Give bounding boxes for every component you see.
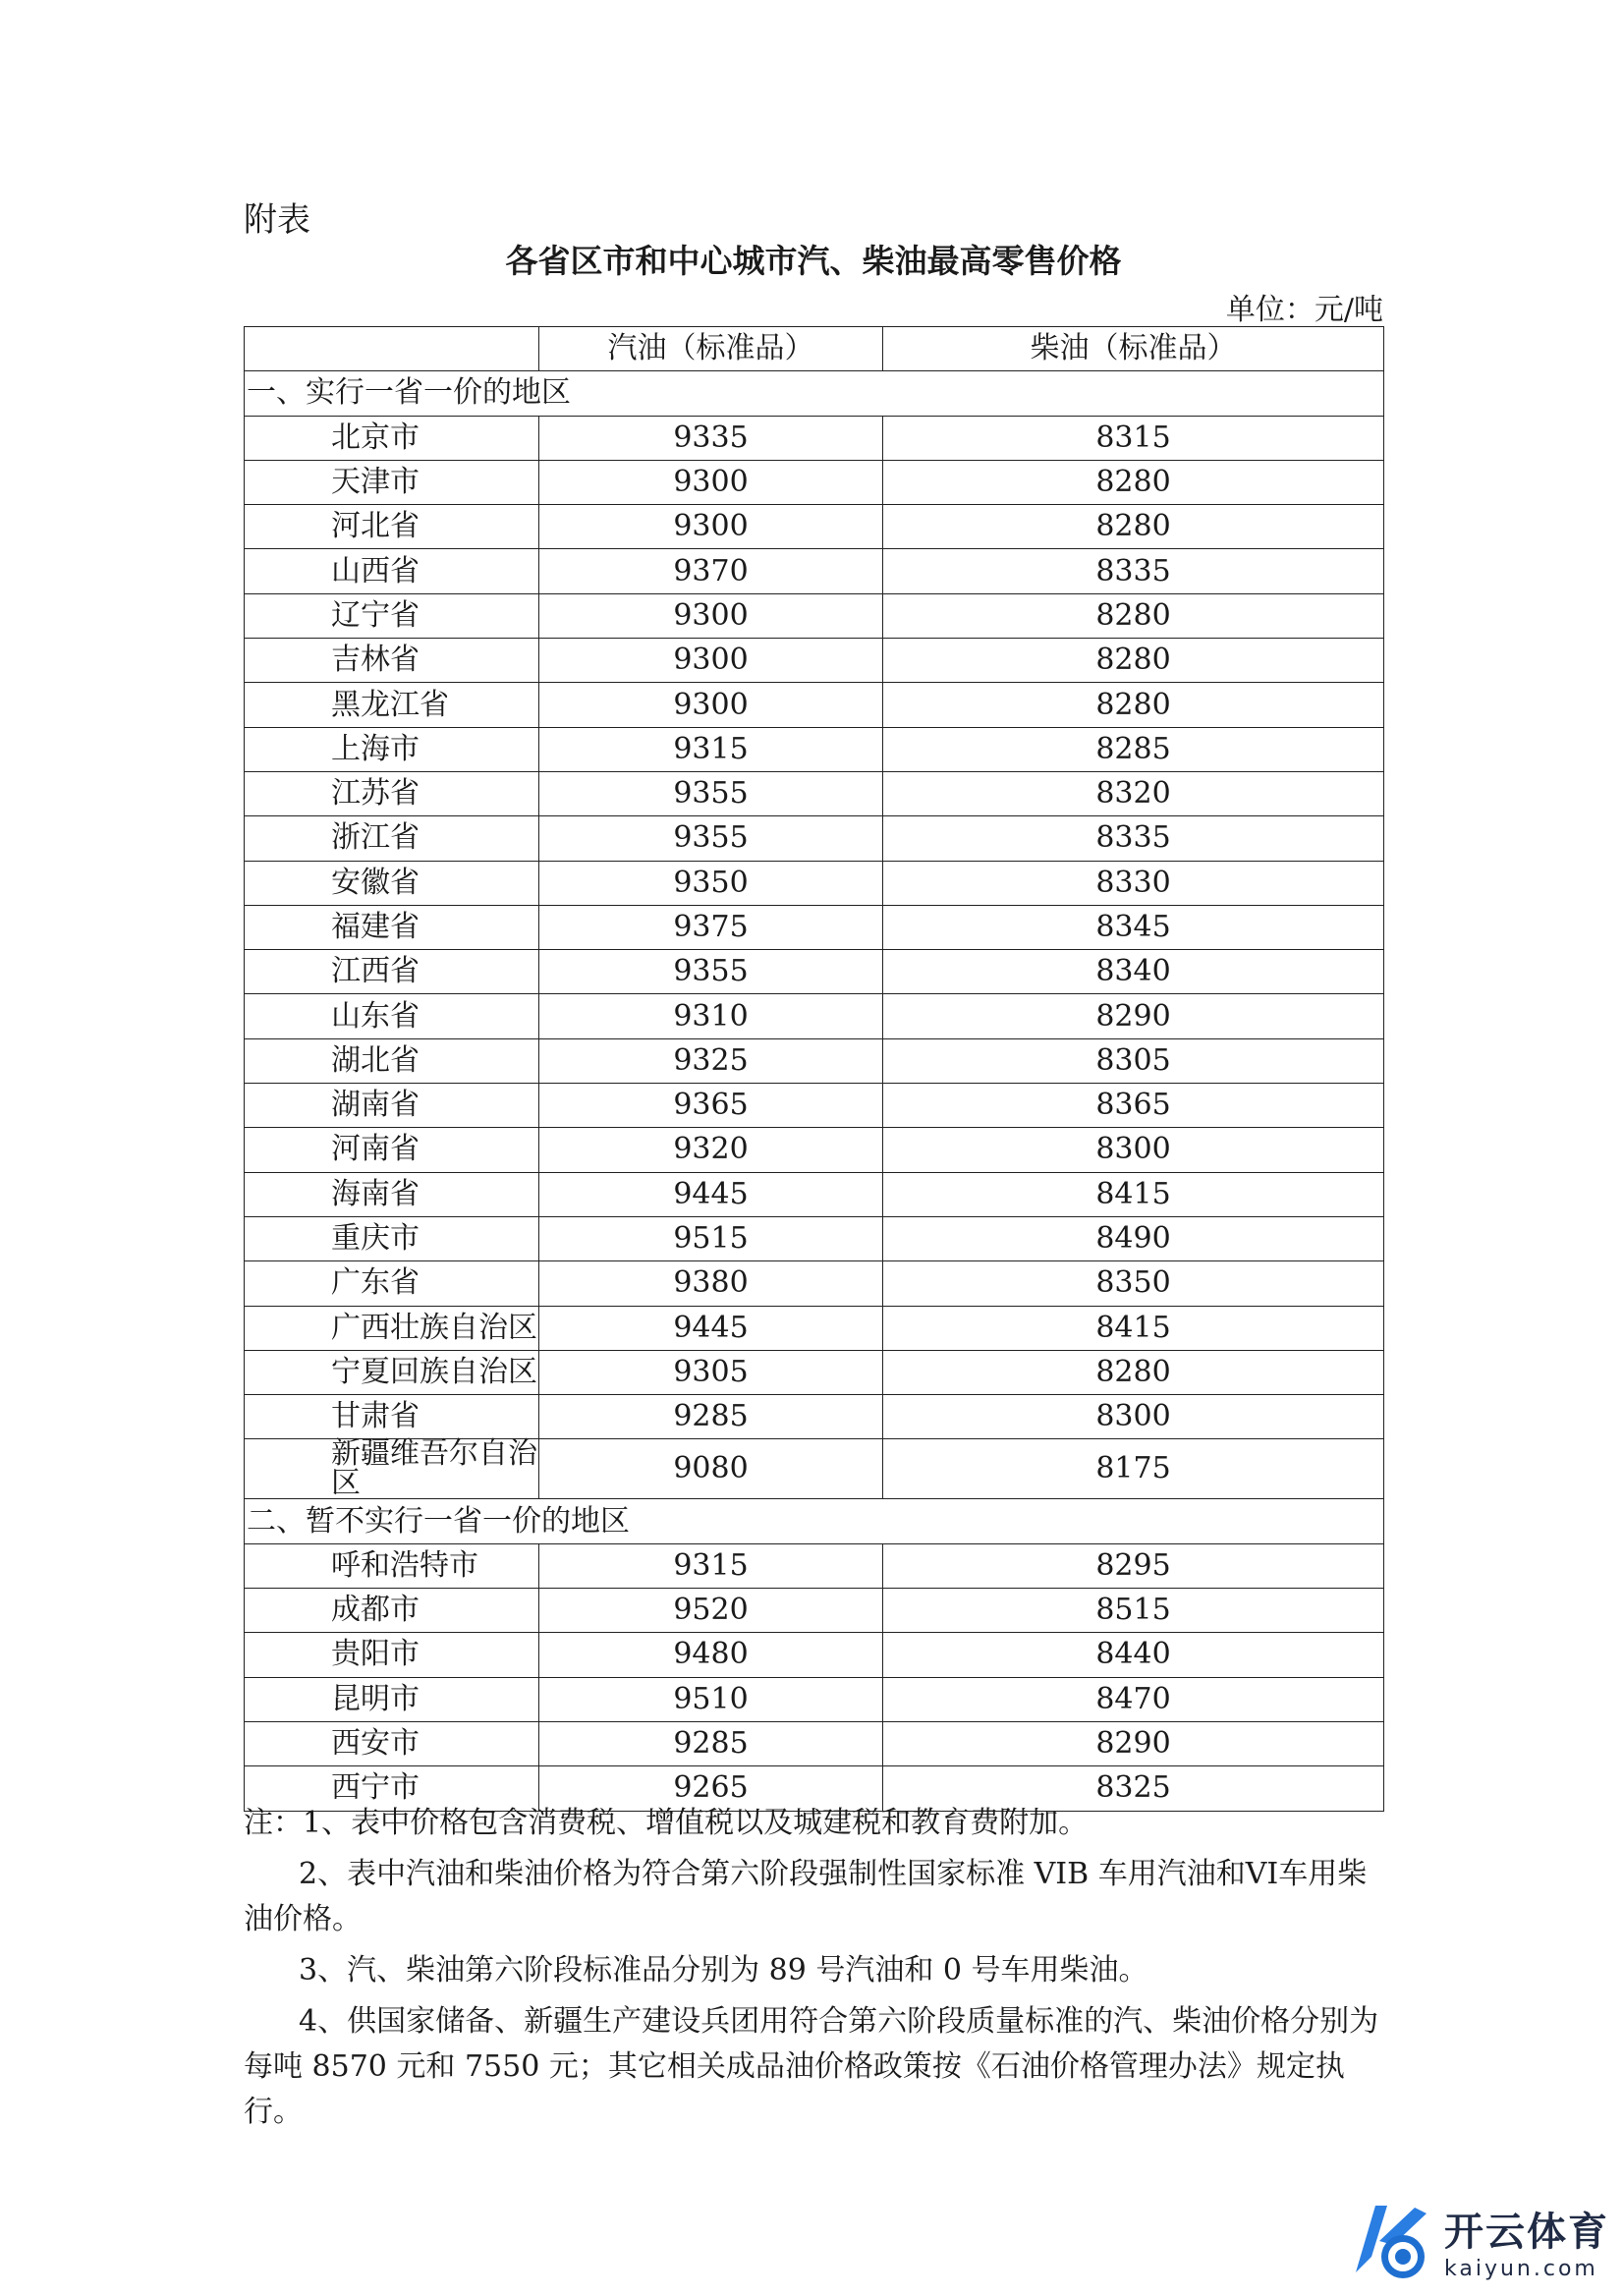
- region-name: 西安市: [245, 1721, 539, 1765]
- region-name: 成都市: [245, 1589, 539, 1633]
- region-name: 河北省: [245, 505, 539, 549]
- diesel-price: 8175: [883, 1439, 1384, 1499]
- gasoline-price: 9265: [539, 1766, 883, 1811]
- table-row: [245, 950, 1384, 994]
- region-name: 天津市: [245, 460, 539, 504]
- gasoline-price: 9315: [539, 727, 883, 771]
- gasoline-price: 9380: [539, 1261, 883, 1306]
- diesel-price: 8440: [883, 1633, 1384, 1677]
- region-name: 上海市: [245, 727, 539, 771]
- table-row: [245, 1395, 1384, 1439]
- table-header-row: [245, 327, 1384, 371]
- note-2: 2、表中汽油和柴油价格为符合第六阶段强制性国家标准 VIB 车用汽油和VI车用柴油价格。: [244, 1857, 1368, 1936]
- table-row: [245, 1677, 1384, 1721]
- diesel-price: 8300: [883, 1395, 1384, 1439]
- diesel-price: 8280: [883, 639, 1384, 683]
- table-row: [245, 1350, 1384, 1394]
- gasoline-price: 9300: [539, 683, 883, 727]
- region-name: 昆明市: [245, 1677, 539, 1721]
- gasoline-price: 9355: [539, 950, 883, 994]
- region-name: 北京市: [245, 416, 539, 460]
- region-name: 江西省: [245, 950, 539, 994]
- region-name: 湖南省: [245, 1084, 539, 1128]
- gasoline-price: 9355: [539, 771, 883, 815]
- table-row: [245, 1038, 1384, 1083]
- diesel-price: 8350: [883, 1261, 1384, 1306]
- table-row: [245, 1543, 1384, 1588]
- diesel-price: 8290: [883, 994, 1384, 1038]
- table-row: [245, 1128, 1384, 1172]
- table-row: [245, 905, 1384, 949]
- diesel-price: 8490: [883, 1216, 1384, 1260]
- gasoline-price: 9080: [539, 1439, 883, 1499]
- diesel-price: 8280: [883, 683, 1384, 727]
- region-name: 河南省: [245, 1128, 539, 1172]
- region-name: 安徽省: [245, 861, 539, 905]
- region-name: 宁夏回族自治区: [245, 1350, 539, 1394]
- gasoline-price: 9480: [539, 1633, 883, 1677]
- diesel-price: 8470: [883, 1677, 1384, 1721]
- diesel-price: 8280: [883, 460, 1384, 504]
- region-name: 辽宁省: [245, 593, 539, 638]
- region-name: 湖北省: [245, 1038, 539, 1083]
- table-row: [245, 1084, 1384, 1128]
- table-row: [245, 1439, 1384, 1499]
- table-row: [245, 639, 1384, 683]
- diesel-price: 8300: [883, 1128, 1384, 1172]
- table-row: [245, 1633, 1384, 1677]
- header-gasoline: 汽油（标准品）: [539, 327, 883, 371]
- logo-icon: [1346, 2196, 1436, 2286]
- region-name: 广东省: [245, 1261, 539, 1306]
- region-name: 福建省: [245, 905, 539, 949]
- table-row: [245, 1589, 1384, 1633]
- gasoline-price: 9325: [539, 1038, 883, 1083]
- table-row: [245, 1306, 1384, 1350]
- gasoline-price: 9375: [539, 905, 883, 949]
- table-row: [245, 505, 1384, 549]
- gasoline-price: 9370: [539, 549, 883, 593]
- table-row: [245, 549, 1384, 593]
- region-name: 西宁市: [245, 1766, 539, 1811]
- note-3: 3、汽、柴油第六阶段标准品分别为 89 号汽油和 0 号车用柴油。: [299, 1953, 1148, 1988]
- region-name: 新疆维吾尔自治区: [245, 1439, 539, 1499]
- table-row: [245, 994, 1384, 1038]
- region-name: 山东省: [245, 994, 539, 1038]
- table-row: [245, 727, 1384, 771]
- section-label: 一、实行一省一价的地区: [245, 371, 1384, 416]
- diesel-price: 8315: [883, 416, 1384, 460]
- gasoline-price: 9300: [539, 460, 883, 504]
- diesel-price: 8295: [883, 1543, 1384, 1588]
- region-name: 贵阳市: [245, 1633, 539, 1677]
- note-4: 4、供国家储备、新疆生产建设兵团用符合第六阶段质量标准的汽、柴油价格分别为每吨 8570 元和 7550 元；其它相关成品油价格政策按《石油价格管理办法》规定执行。: [244, 2004, 1379, 2129]
- gasoline-price: 9335: [539, 416, 883, 460]
- region-name: 广西壮族自治区: [245, 1306, 539, 1350]
- region-name: 黑龙江省: [245, 683, 539, 727]
- table-row: [245, 816, 1384, 861]
- unit-label: 单位：元/吨: [1225, 293, 1383, 327]
- table-row: [245, 771, 1384, 815]
- region-name: 浙江省: [245, 816, 539, 861]
- gasoline-price: 9365: [539, 1084, 883, 1128]
- table-row: [245, 1216, 1384, 1260]
- region-name: 山西省: [245, 549, 539, 593]
- diesel-price: 8325: [883, 1766, 1384, 1811]
- diesel-price: 8320: [883, 771, 1384, 815]
- section-row-1: [245, 371, 1384, 416]
- gasoline-price: 9310: [539, 994, 883, 1038]
- price-table: [244, 326, 1384, 1812]
- region-name: 呼和浩特市: [245, 1543, 539, 1588]
- table-row: [245, 683, 1384, 727]
- region-name: 海南省: [245, 1172, 539, 1216]
- gasoline-price: 9515: [539, 1216, 883, 1260]
- price-table-body: [245, 327, 1384, 1812]
- header-diesel: 柴油（标准品）: [883, 327, 1384, 371]
- table-row: [245, 1261, 1384, 1306]
- diesel-price: 8280: [883, 505, 1384, 549]
- notes: [244, 1801, 1383, 2141]
- diesel-price: 8280: [883, 1350, 1384, 1394]
- note-1: 注：1、表中价格包含消费税、增值税以及城建税和教育费附加。: [244, 1806, 1089, 1840]
- diesel-price: 8365: [883, 1084, 1384, 1128]
- table-row: [245, 593, 1384, 638]
- gasoline-price: 9510: [539, 1677, 883, 1721]
- gasoline-price: 9445: [539, 1172, 883, 1216]
- gasoline-price: 9285: [539, 1395, 883, 1439]
- header-region: [245, 327, 539, 371]
- table-row: [245, 460, 1384, 504]
- appendix-label: 附表: [244, 200, 310, 240]
- diesel-price: 8340: [883, 950, 1384, 994]
- table-row: [245, 1721, 1384, 1765]
- table-row: [245, 1172, 1384, 1216]
- logo-text-en: kaiyun.com: [1444, 2257, 1598, 2281]
- gasoline-price: 9445: [539, 1306, 883, 1350]
- diesel-price: 8305: [883, 1038, 1384, 1083]
- gasoline-price: 9520: [539, 1589, 883, 1633]
- gasoline-price: 9305: [539, 1350, 883, 1394]
- gasoline-price: 9300: [539, 593, 883, 638]
- gasoline-price: 9355: [539, 816, 883, 861]
- diesel-price: 8415: [883, 1172, 1384, 1216]
- gasoline-price: 9350: [539, 861, 883, 905]
- region-name: 江苏省: [245, 771, 539, 815]
- region-name: 甘肃省: [245, 1395, 539, 1439]
- region-name: 重庆市: [245, 1216, 539, 1260]
- region-name: 吉林省: [245, 639, 539, 683]
- table-row: [245, 861, 1384, 905]
- gasoline-price: 9320: [539, 1128, 883, 1172]
- logo-text-cn: 开云体育: [1444, 2210, 1609, 2255]
- diesel-price: 8415: [883, 1306, 1384, 1350]
- page-title: 各省区市和中心城市汽、柴油最高零售价格: [505, 242, 1122, 280]
- gasoline-price: 9300: [539, 505, 883, 549]
- diesel-price: 8285: [883, 727, 1384, 771]
- diesel-price: 8290: [883, 1721, 1384, 1765]
- section-label: 二、暂不实行一省一价的地区: [245, 1499, 1384, 1543]
- diesel-price: 8345: [883, 905, 1384, 949]
- gasoline-price: 9300: [539, 639, 883, 683]
- diesel-price: 8330: [883, 861, 1384, 905]
- diesel-price: 8335: [883, 816, 1384, 861]
- diesel-price: 8335: [883, 549, 1384, 593]
- watermark-logo: [1346, 2196, 1609, 2286]
- section-row-2: [245, 1499, 1384, 1543]
- table-row: [245, 416, 1384, 460]
- diesel-price: 8280: [883, 593, 1384, 638]
- gasoline-price: 9285: [539, 1721, 883, 1765]
- diesel-price: 8515: [883, 1589, 1384, 1633]
- gasoline-price: 9315: [539, 1543, 883, 1588]
